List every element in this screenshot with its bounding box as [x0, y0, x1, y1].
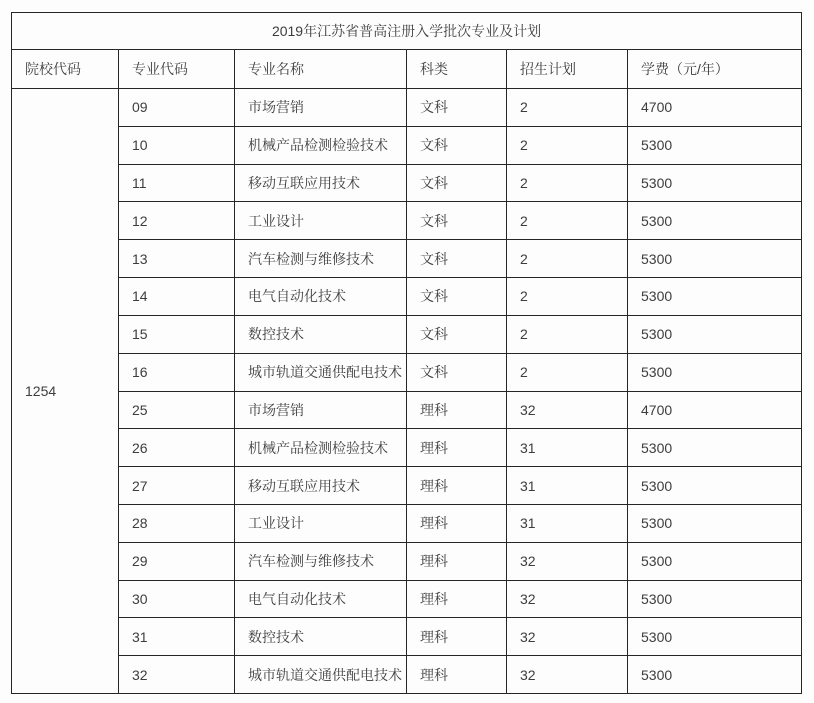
- tuition-cell: 5300: [628, 202, 802, 240]
- plan-cell: 2: [507, 353, 628, 391]
- major-name-cell: 城市轨道交通供配电技术: [235, 353, 407, 391]
- major-code-cell: 29: [119, 542, 235, 580]
- category-cell: 文科: [407, 278, 507, 316]
- major-code-cell: 11: [119, 164, 235, 202]
- college-code-cell: 1254: [12, 89, 119, 694]
- category-cell: 文科: [407, 353, 507, 391]
- major-name-cell: 电气自动化技术: [235, 580, 407, 618]
- major-code-cell: 15: [119, 315, 235, 353]
- category-cell: 理科: [407, 580, 507, 618]
- major-name-cell: 移动互联应用技术: [235, 164, 407, 202]
- plan-cell: 2: [507, 315, 628, 353]
- column-header-major-code: 专业代码: [119, 50, 235, 89]
- table-title-row: [12, 13, 802, 50]
- category-cell: 文科: [407, 240, 507, 278]
- tuition-cell: 5300: [628, 618, 802, 656]
- table-row: [12, 618, 802, 656]
- major-name-cell: 机械产品检测检验技术: [235, 429, 407, 467]
- major-code-cell: 26: [119, 429, 235, 467]
- column-header-tuition: 学费（元/年）: [628, 50, 802, 89]
- major-code-cell: 27: [119, 467, 235, 505]
- plan-cell: 2: [507, 240, 628, 278]
- table-row: [12, 391, 802, 429]
- tuition-cell: 5300: [628, 429, 802, 467]
- major-name-cell: 工业设计: [235, 202, 407, 240]
- category-cell: 理科: [407, 542, 507, 580]
- major-code-cell: 12: [119, 202, 235, 240]
- tuition-cell: 5300: [628, 580, 802, 618]
- category-cell: 文科: [407, 89, 507, 127]
- plan-cell: 32: [507, 391, 628, 429]
- table-header-row: [12, 50, 802, 89]
- major-name-cell: 数控技术: [235, 315, 407, 353]
- category-cell: 文科: [407, 315, 507, 353]
- table-row: [12, 89, 802, 127]
- major-name-cell: 汽车检测与维修技术: [235, 542, 407, 580]
- plan-cell: 2: [507, 126, 628, 164]
- major-name-cell: 汽车检测与维修技术: [235, 240, 407, 278]
- tuition-cell: 5300: [628, 164, 802, 202]
- major-code-cell: 28: [119, 504, 235, 542]
- major-code-cell: 31: [119, 618, 235, 656]
- major-name-cell: 城市轨道交通供配电技术: [235, 656, 407, 694]
- table-row: [12, 202, 802, 240]
- major-code-cell: 13: [119, 240, 235, 278]
- table-row: [12, 278, 802, 316]
- plan-cell: 2: [507, 164, 628, 202]
- plan-cell: 31: [507, 467, 628, 505]
- tuition-cell: 5300: [628, 126, 802, 164]
- table-row: [12, 504, 802, 542]
- major-name-cell: 机械产品检测检验技术: [235, 126, 407, 164]
- major-name-cell: 数控技术: [235, 618, 407, 656]
- column-header-category: 科类: [407, 50, 507, 89]
- major-code-cell: 14: [119, 278, 235, 316]
- category-cell: 理科: [407, 391, 507, 429]
- major-code-cell: 25: [119, 391, 235, 429]
- major-code-cell: 16: [119, 353, 235, 391]
- category-cell: 理科: [407, 429, 507, 467]
- category-cell: 文科: [407, 126, 507, 164]
- table-row: [12, 353, 802, 391]
- category-cell: 理科: [407, 618, 507, 656]
- plan-cell: 31: [507, 429, 628, 467]
- tuition-cell: 5300: [628, 467, 802, 505]
- table-row: [12, 656, 802, 694]
- plan-cell: 2: [507, 278, 628, 316]
- major-code-cell: 10: [119, 126, 235, 164]
- tuition-cell: 5300: [628, 278, 802, 316]
- major-name-cell: 市场营销: [235, 89, 407, 127]
- enrollment-plan-table: [11, 12, 802, 694]
- plan-cell: 2: [507, 202, 628, 240]
- major-code-cell: 32: [119, 656, 235, 694]
- table-row: [12, 580, 802, 618]
- category-cell: 理科: [407, 467, 507, 505]
- category-cell: 理科: [407, 656, 507, 694]
- plan-cell: 32: [507, 618, 628, 656]
- tuition-cell: 5300: [628, 656, 802, 694]
- tuition-cell: 5300: [628, 504, 802, 542]
- column-header-plan: 招生计划: [507, 50, 628, 89]
- tuition-cell: 5300: [628, 315, 802, 353]
- tuition-cell: 4700: [628, 89, 802, 127]
- tuition-cell: 4700: [628, 391, 802, 429]
- table-row: [12, 164, 802, 202]
- tuition-cell: 5300: [628, 542, 802, 580]
- plan-cell: 2: [507, 89, 628, 127]
- table-row: [12, 240, 802, 278]
- table-row: [12, 315, 802, 353]
- plan-cell: 32: [507, 580, 628, 618]
- major-code-cell: 30: [119, 580, 235, 618]
- column-header-major-name: 专业名称: [235, 50, 407, 89]
- table-row: [12, 126, 802, 164]
- category-cell: 理科: [407, 504, 507, 542]
- major-name-cell: 工业设计: [235, 504, 407, 542]
- tuition-cell: 5300: [628, 240, 802, 278]
- major-name-cell: 移动互联应用技术: [235, 467, 407, 505]
- table-row: [12, 542, 802, 580]
- column-header-college-code: 院校代码: [12, 50, 119, 89]
- plan-cell: 31: [507, 504, 628, 542]
- table-title: 2019年江苏省普高注册入学批次专业及计划: [12, 13, 802, 50]
- category-cell: 文科: [407, 202, 507, 240]
- table-row: [12, 429, 802, 467]
- plan-cell: 32: [507, 656, 628, 694]
- tuition-cell: 5300: [628, 353, 802, 391]
- table-row: [12, 467, 802, 505]
- major-name-cell: 电气自动化技术: [235, 278, 407, 316]
- category-cell: 文科: [407, 164, 507, 202]
- major-name-cell: 市场营销: [235, 391, 407, 429]
- major-code-cell: 09: [119, 89, 235, 127]
- plan-cell: 32: [507, 542, 628, 580]
